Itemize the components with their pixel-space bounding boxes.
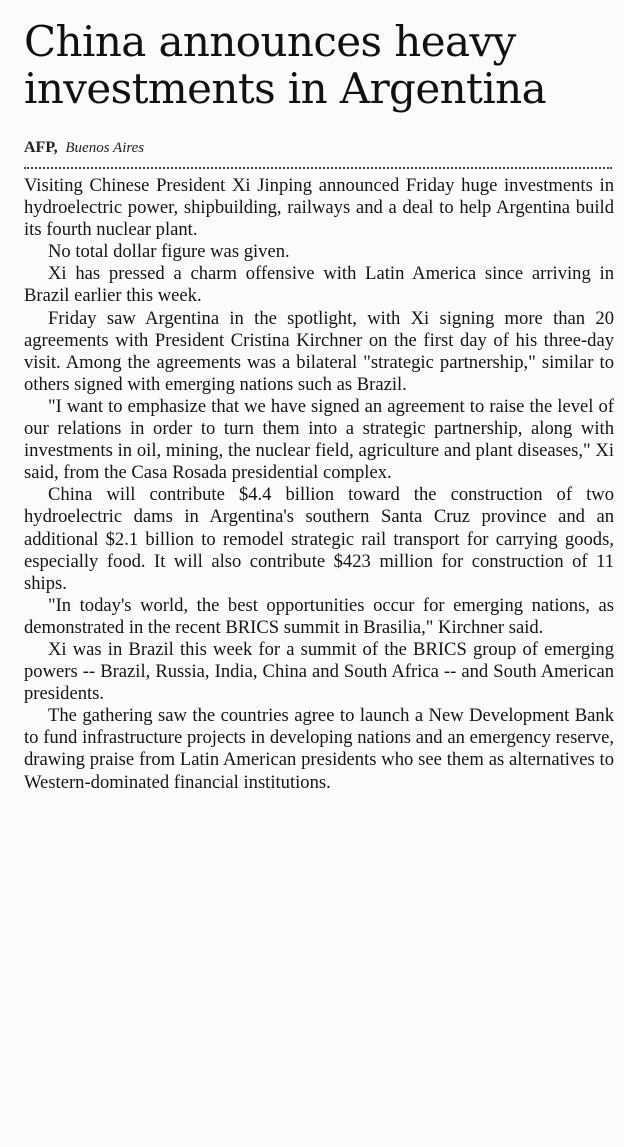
paragraph-6: China will contribute $4.4 billion toward the construction of two hydroelectric dams in Argentina's southern Santa Cruz province and an additional $2.1 billion to remodel strategic rail transport for carrying goods, especially food. It will also contribute $423 million for construction of 11 ships. xyxy=(24,484,614,594)
headline-line-1: China announces heavy xyxy=(24,17,516,66)
paragraph-4: Friday saw Argentina in the spotlight, with Xi signing more than 20 agreements with President Cristina Kirchner on the first day of his three-day visit. Among the agreements was a bilateral "strategic partnership," similar to others signed with emerging nations such as Brazil. xyxy=(24,307,614,395)
dotted-divider xyxy=(24,167,612,169)
paragraph-1: Visiting Chinese President Xi Jinping announced Friday huge investments in hydroelectric power, shipbuilding, railways and a deal to help Argentina build its fourth nuclear plant. xyxy=(24,175,614,241)
paragraph-7: "In today's world, the best opportunities occur for emerging nations, as demonstrated in the recent BRICS summit in Brasilia," Kirchner said. xyxy=(24,594,614,638)
article-body xyxy=(24,175,614,794)
paragraph-5: "I want to emphasize that we have signed an agreement to raise the level of our relations in order to turn them into a strategic partnership, along with investments in oil, mining, the nuclear field, agriculture and plant diseases," Xi said, from the Casa Rosada presidential complex. xyxy=(24,395,614,484)
paragraph-8: Xi was in Brazil this week for a summit of the BRICS group of emerging powers -- Brazil, Russia, India, China and South Africa -- and South American presidents. xyxy=(24,638,614,705)
paragraph-3: Xi has pressed a charm offensive with Latin America since arriving in Brazil earlier this week. xyxy=(24,263,614,307)
byline-agency: AFP, xyxy=(24,139,58,156)
headline xyxy=(24,18,614,112)
byline-location: Buenos Aires xyxy=(65,140,145,156)
paragraph-9: The gathering saw the countries agree to launch a New Development Bank to fund infrastructure projects in developing nations and an emergency reserve, drawing praise from Latin American presidents who see them as alternatives to Western-dominated financial institutions. xyxy=(24,705,614,793)
paragraph-2: No total dollar figure was given. xyxy=(48,241,290,263)
byline xyxy=(24,139,614,157)
headline-line-2: investments in Argentina xyxy=(24,64,547,113)
